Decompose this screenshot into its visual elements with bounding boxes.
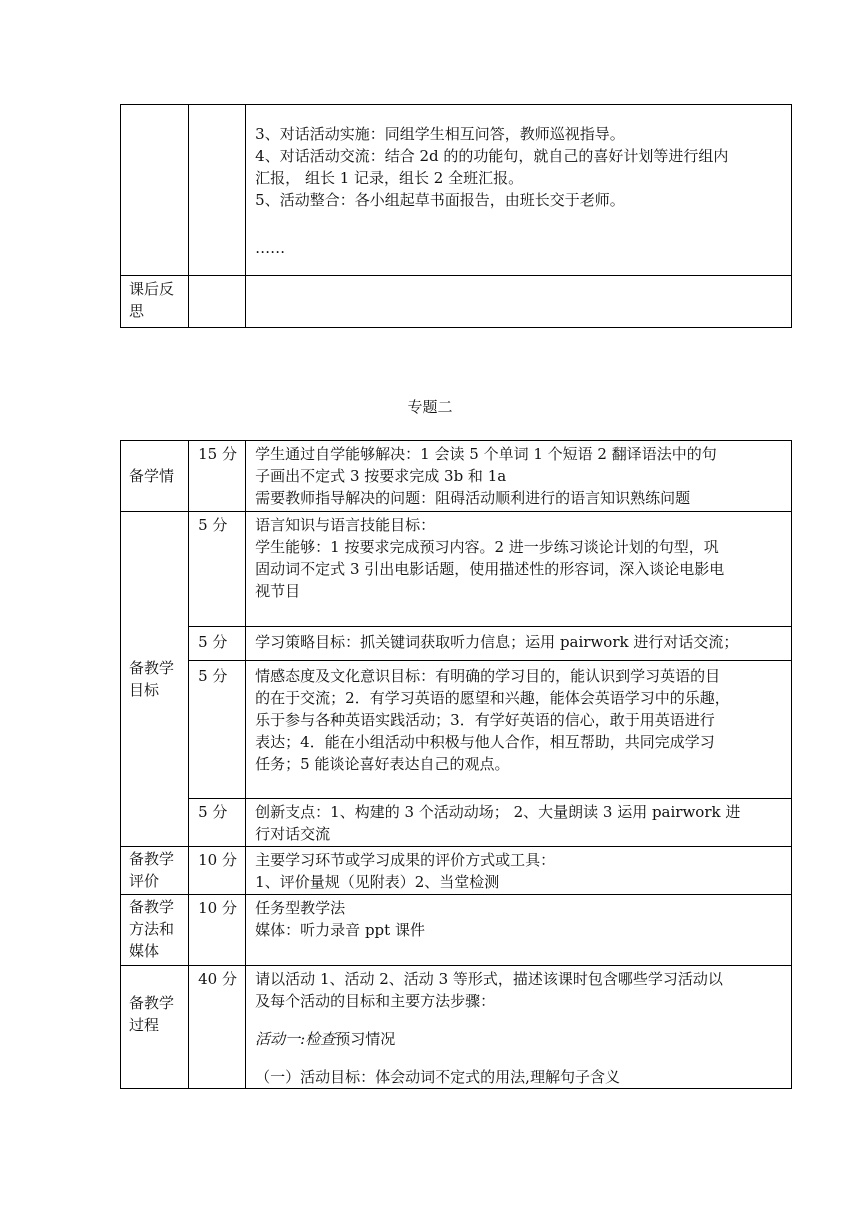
empty-label-cell (121, 105, 189, 276)
process-content (246, 966, 792, 1089)
activity-goal: （一）活动目标：体会动词不定式的用法,理解句子含义 (255, 1068, 620, 1086)
evaluation-duration: 10 分 (189, 847, 246, 895)
objective-innovation-row (121, 799, 792, 847)
reflection-content-cell (246, 276, 792, 328)
text-line: 请以活动 1、活动 2、活动 3 等形式，描述该课时包含哪些学习活动以 (255, 970, 723, 988)
text-line: 的在于交流；2．有学习英语的愿望和兴趣，能体会英语学习中的乐趣， (255, 689, 730, 707)
text-line: 媒体：听力录音 ppt 课件 (255, 921, 425, 939)
learner-analysis-content (246, 441, 792, 512)
activity-title-rest: 预习情况 (335, 1030, 396, 1048)
section-heading: 专题二 (407, 398, 453, 416)
process-duration: 40 分 (189, 966, 246, 1089)
text-line: 乐于参与各种英语实践活动；3．有学好英语的信心，敢于用英语进行 (255, 711, 715, 729)
lesson-plan-table (120, 440, 792, 1089)
objective-language-row (121, 512, 792, 627)
evaluation-label-text: 备教学评价 (129, 850, 175, 890)
evaluation-row (121, 847, 792, 895)
method-row (121, 895, 792, 966)
text-line: 创新支点：1、构建的 3 个活动动场； 2、大量朗读 3 运用 pairwork 进 (255, 803, 741, 821)
step-3: 3、对话活动实施：同组学生相互问答，教师巡视指导。 (255, 125, 625, 143)
activity-title-italic: 活动一:检查 (255, 1030, 336, 1048)
step-5: 5、活动整合：各小组起草书面报告，由班长交于老师。 (255, 191, 625, 209)
reflection-row (121, 276, 792, 328)
text-line: 固动词不定式 3 引出电影话题，使用描述性的形容词，深入谈论电影电 (255, 560, 725, 578)
activity-steps-row (121, 105, 792, 276)
objective-language-duration: 5 分 (189, 512, 246, 627)
text-line: 及每个活动的目标和主要方法步骤： (255, 992, 496, 1010)
learner-analysis-duration: 15 分 (189, 441, 246, 512)
text-line: 学生通过自学能够解决：1 会读 5 个单词 1 个短语 2 翻译语法中的句 (255, 445, 717, 463)
text-line: 任务；5 能谈论喜好表达自己的观点。 (255, 755, 510, 773)
method-duration: 10 分 (189, 895, 246, 966)
evaluation-label (121, 847, 189, 895)
text-line: 主要学习环节或学习成果的评价方式或工具： (255, 851, 556, 869)
reflection-label: 课后反思 (121, 276, 189, 328)
step-4: 4、对话活动交流：结合 2d 的的功能句，就自己的喜好计划等进行组内 (255, 147, 729, 165)
objective-innovation-content (246, 799, 792, 847)
objectives-label-text: 备教学目标 (129, 659, 175, 699)
method-content (246, 895, 792, 966)
objective-strategy-row (121, 627, 792, 661)
objective-strategy-content (246, 627, 792, 661)
evaluation-content (246, 847, 792, 895)
objective-affect-content (246, 661, 792, 799)
activity-title (255, 1028, 785, 1050)
objective-innovation-duration: 5 分 (189, 799, 246, 847)
text-line: 需要教师指导解决的问题：阻碍活动顺利进行的语言知识熟练问题 (255, 489, 691, 507)
method-label-text: 备教学方法和媒体 (129, 898, 175, 960)
continuation-table (120, 104, 792, 328)
objectives-label (121, 512, 189, 847)
step-4-cont: 汇报， 组长 1 记录，组长 2 全班汇报。 (255, 169, 524, 187)
text-line: 1、评价量规（见附表）2、当堂检测 (255, 873, 500, 891)
text-line: 情感态度及文化意识目标：有明确的学习目的，能认识到学习英语的目 (255, 667, 721, 685)
objective-strategy-duration: 5 分 (189, 627, 246, 661)
objective-affect-row (121, 661, 792, 799)
process-label (121, 966, 189, 1089)
reflection-duration-cell (189, 276, 246, 328)
text-line: 表达；4．能在小组活动中积极与他人合作，相互帮助，共同完成学习 (255, 733, 715, 751)
text-line: 学生能够：1 按要求完成预习内容。2 进一步练习谈论计划的句型，巩 (255, 538, 719, 556)
text-line: 视节目 (255, 582, 301, 600)
process-row (121, 966, 792, 1089)
learner-analysis-label: 备学情 (121, 441, 189, 512)
learner-analysis-row (121, 441, 792, 512)
text-line: 子画出不定式 3 按要求完成 3b 和 1a (255, 467, 507, 485)
objective-language-content (246, 512, 792, 627)
text-line: 学习策略目标：抓关键词获取听力信息；运用 pairwork 进行对话交流； (255, 633, 739, 651)
text-line: 语言知识与语言技能目标： (255, 516, 436, 534)
objective-affect-duration: 5 分 (189, 661, 246, 799)
text-line: 任务型教学法 (255, 899, 346, 917)
ellipsis: …… (255, 239, 286, 257)
activity-steps-cell (246, 105, 792, 276)
method-label (121, 895, 189, 966)
process-label-text: 备教学过程 (129, 994, 175, 1034)
text-line: 行对话交流 (255, 825, 331, 843)
empty-duration-cell (189, 105, 246, 276)
